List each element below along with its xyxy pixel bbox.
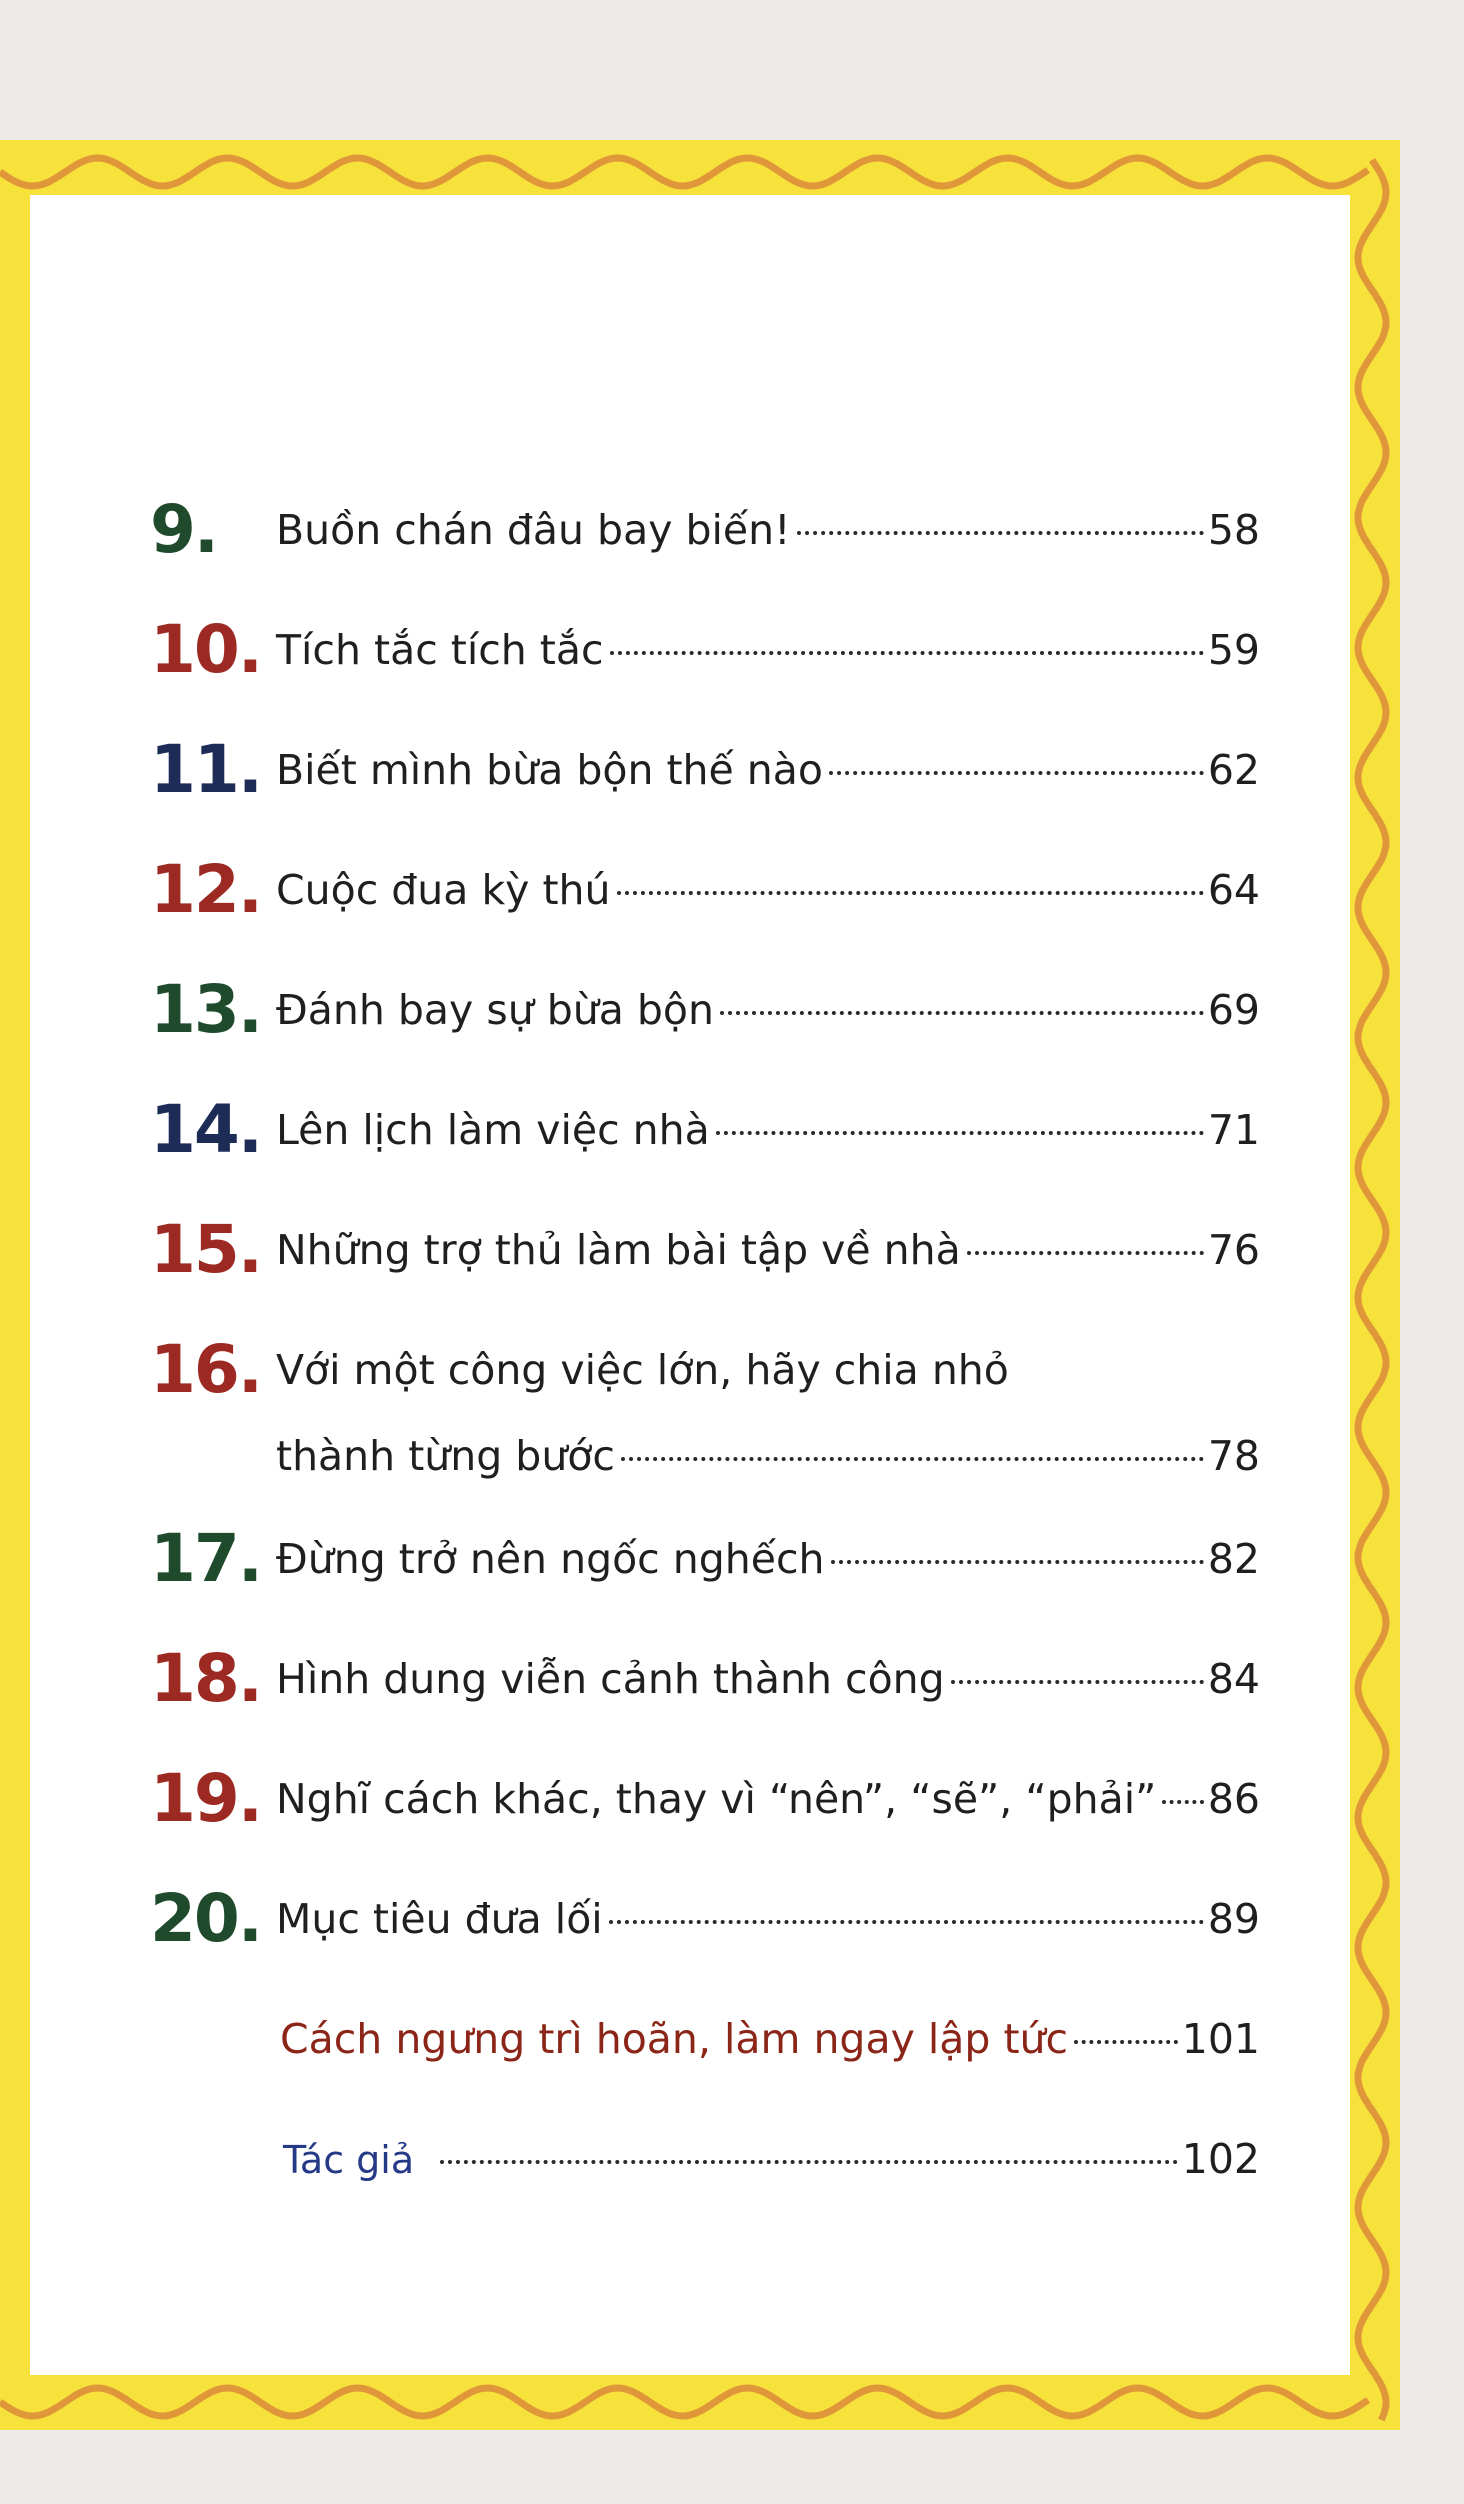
toc-entry-author[interactable] (150, 2099, 1260, 2219)
chapter-title: Nghĩ cách khác, thay vì “nên”, “sẽ”, “phải” (276, 1775, 1157, 1823)
table-of-contents (150, 470, 1260, 2219)
chapter-title: Biết mình bừa bộn thế nào (276, 746, 823, 794)
dot-leader (797, 531, 1204, 535)
page-number: 58 (1207, 506, 1260, 554)
page-number: 62 (1207, 746, 1260, 794)
toc-entry[interactable] (150, 1327, 1260, 1499)
toc-entry[interactable] (150, 950, 1260, 1070)
page-number: 101 (1181, 2015, 1260, 2063)
chapter-title: Đánh bay sự bừa bộn (276, 986, 714, 1034)
dot-leader (440, 2160, 1178, 2164)
chapter-number: 13. (150, 971, 261, 1048)
toc-entry[interactable] (150, 830, 1260, 950)
chapter-number: 12. (150, 851, 261, 928)
page-number: 82 (1207, 1535, 1260, 1583)
toc-entry[interactable] (150, 590, 1260, 710)
dot-leader (621, 1457, 1204, 1461)
toc-entry[interactable] (150, 470, 1260, 590)
dot-leader (1074, 2040, 1178, 2044)
page-number: 64 (1207, 866, 1260, 914)
chapter-number: 15. (150, 1211, 261, 1288)
dot-leader (716, 1131, 1204, 1135)
dot-leader (1162, 1800, 1203, 1804)
dot-leader (720, 1011, 1204, 1015)
page-number: 86 (1207, 1775, 1260, 1823)
chapter-title: Cuộc đua kỳ thú (276, 866, 611, 914)
toc-entry[interactable] (150, 1619, 1260, 1739)
dot-leader (829, 771, 1204, 775)
chapter-number: 19. (150, 1760, 261, 1837)
toc-entry-appendix[interactable] (150, 1979, 1260, 2099)
chapter-title: Buồn chán đâu bay biến! (276, 506, 791, 554)
dot-leader (610, 651, 1204, 655)
dot-leader (609, 1920, 1204, 1924)
chapter-number: 20. (150, 1880, 261, 1957)
toc-entry[interactable] (150, 1499, 1260, 1619)
page-number: 102 (1181, 2135, 1260, 2183)
page-number: 71 (1207, 1106, 1260, 1154)
chapter-title: Những trợ thủ làm bài tập về nhà (276, 1226, 961, 1274)
dot-leader (831, 1560, 1204, 1564)
chapter-number: 17. (150, 1520, 261, 1597)
appendix-title: Cách ngưng trì hoãn, làm ngay lập tức (280, 2015, 1069, 2063)
chapter-title: Tích tắc tích tắc (276, 626, 604, 674)
toc-entry[interactable] (150, 1190, 1260, 1310)
toc-entry[interactable] (150, 1859, 1260, 1979)
dot-leader (617, 891, 1204, 895)
chapter-number: 9. (150, 491, 217, 568)
page-number: 69 (1207, 986, 1260, 1034)
chapter-title-line-2: thành từng bước (276, 1432, 615, 1480)
chapter-title: Mục tiêu đưa lối (276, 1895, 603, 1943)
chapter-number: 10. (150, 611, 261, 688)
toc-entry[interactable] (150, 710, 1260, 830)
chapter-title-line-1: Với một công việc lớn, hãy chia nhỏ (276, 1346, 1009, 1394)
dot-leader (967, 1251, 1204, 1255)
chapter-title: Hình dung viễn cảnh thành công (276, 1655, 945, 1703)
dot-leader (951, 1680, 1204, 1684)
page-number: 84 (1207, 1655, 1260, 1703)
toc-entry[interactable] (150, 1070, 1260, 1190)
page-number: 78 (1207, 1432, 1260, 1480)
chapter-title: Lên lịch làm việc nhà (276, 1106, 710, 1154)
chapter-number: 14. (150, 1091, 261, 1168)
page-number: 76 (1207, 1226, 1260, 1274)
chapter-number: 16. (150, 1331, 261, 1408)
chapter-number: 11. (150, 731, 261, 808)
author-title: Tác giả (283, 2138, 415, 2182)
page-number: 59 (1207, 626, 1260, 674)
chapter-number: 18. (150, 1640, 261, 1717)
toc-entry[interactable] (150, 1739, 1260, 1859)
chapter-title: Đừng trở nên ngốc nghếch (276, 1535, 825, 1583)
page-number: 89 (1207, 1895, 1260, 1943)
